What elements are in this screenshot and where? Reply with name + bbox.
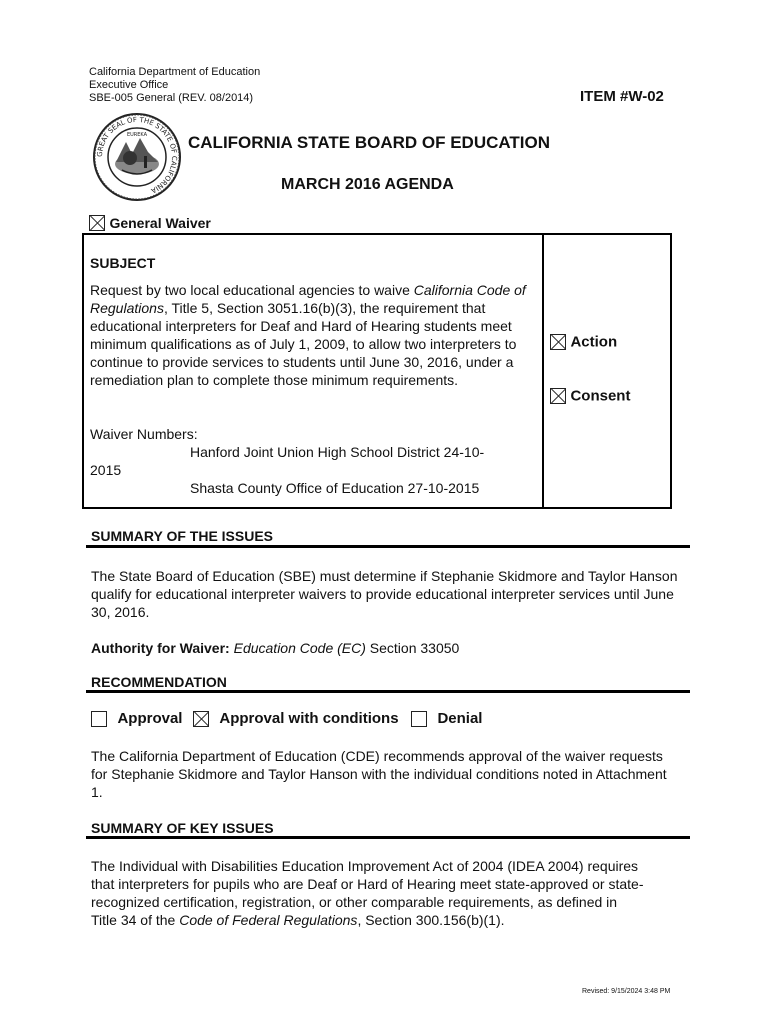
- state-seal-image: [92, 112, 182, 202]
- general-waiver-label: General Waiver: [109, 214, 211, 231]
- revised-stamp: Revised: 9/15/2024 3:48 PM: [582, 988, 671, 995]
- state-seal: [92, 112, 182, 202]
- key-issues-heading: SUMMARY OF KEY ISSUES: [91, 820, 274, 836]
- waiver-number-2: Shasta County Office of Education 27-10-2015: [190, 480, 480, 496]
- recommendation-options: [91, 710, 482, 728]
- action-option: [550, 333, 617, 351]
- subject-box: [82, 233, 672, 509]
- action-checkbox: [550, 334, 566, 350]
- subject-text: Request by two local educational agencies to waive California Code of Regulations, Title 5, Section 3051.16(b)(3), the requirement that educational interpreters for Deaf and Hard of Hearing students meet minimum qualifications as of July 1, 2009, to allow two interpreters to continue to provide services to students until June 30, 2016, under a remediation plan to complete those minimum requirements.: [90, 282, 526, 388]
- section-rule: [86, 690, 690, 693]
- summary-issues-text: The State Board of Education (SBE) must determine if Stephanie Skidmore and Taylor Hanson qualify for educational interpreter waivers to provide educational interpreter services until June 30, 2016.: [91, 568, 678, 620]
- approval-checkbox: [91, 711, 107, 727]
- agenda-title: MARCH 2016 AGENDA: [281, 176, 454, 193]
- approval-label: Approval: [117, 710, 183, 728]
- subject-box-divider: [542, 235, 544, 507]
- recommendation-heading: RECOMMENDATION: [91, 674, 227, 690]
- waiver-number-1-cont: 2015: [90, 462, 122, 478]
- org-line: Executive Office: [89, 79, 169, 91]
- form-number: SBE-005 General (REV. 08/2014): [89, 92, 254, 104]
- consent-option: [550, 387, 630, 405]
- denial-label: Denial: [437, 710, 483, 728]
- approval-with-conditions-checkbox: [193, 711, 209, 727]
- waiver-numbers-label: Waiver Numbers:: [90, 426, 198, 442]
- key-issues-text: The Individual with Disabilities Education Improvement Act of 2004 (IDEA 2004) requires that interpreters for pupils who are Deaf or Hard of Hearing meet state-approved or state-recognized certification, registration, or other comparable requirements, as defined in Title 34 of the Code of Federal Regulations, Section 300.156(b)(1).: [91, 858, 644, 928]
- general-waiver: [89, 214, 211, 232]
- item-number: ITEM #W-02: [580, 88, 664, 105]
- subject-heading: SUBJECT: [90, 255, 156, 271]
- svg-text:EUREKA: EUREKA: [126, 132, 148, 138]
- action-label: Action: [570, 333, 618, 351]
- general-waiver-checkbox: [89, 215, 105, 231]
- authority-line: Authority for Waiver: Education Code (EC) Section 33050: [91, 640, 460, 656]
- section-rule: [86, 836, 690, 839]
- recommendation-text: The California Department of Education (CDE) recommends approval of the waiver requests for Stephanie Skidmore and Taylor Hanson with the individual conditions noted in Attachment 1.: [91, 748, 667, 800]
- consent-checkbox: [550, 388, 566, 404]
- summary-issues-heading: SUMMARY OF THE ISSUES: [91, 528, 274, 544]
- approval-with-conditions-label: Approval with conditions: [219, 710, 399, 728]
- org-line: California Department of Education: [89, 66, 261, 78]
- consent-label: Consent: [570, 387, 631, 405]
- denial-checkbox: [411, 711, 427, 727]
- waiver-number-1: Hanford Joint Union High School District 24-10-: [190, 444, 485, 460]
- org-header: [89, 66, 260, 105]
- svg-text:GREAT SEAL OF THE STATE OF CAL: GREAT SEAL OF THE STATE OF CALIFORNIA: [95, 115, 179, 195]
- board-title: CALIFORNIA STATE BOARD OF EDUCATION: [188, 133, 551, 152]
- section-rule: [86, 545, 690, 548]
